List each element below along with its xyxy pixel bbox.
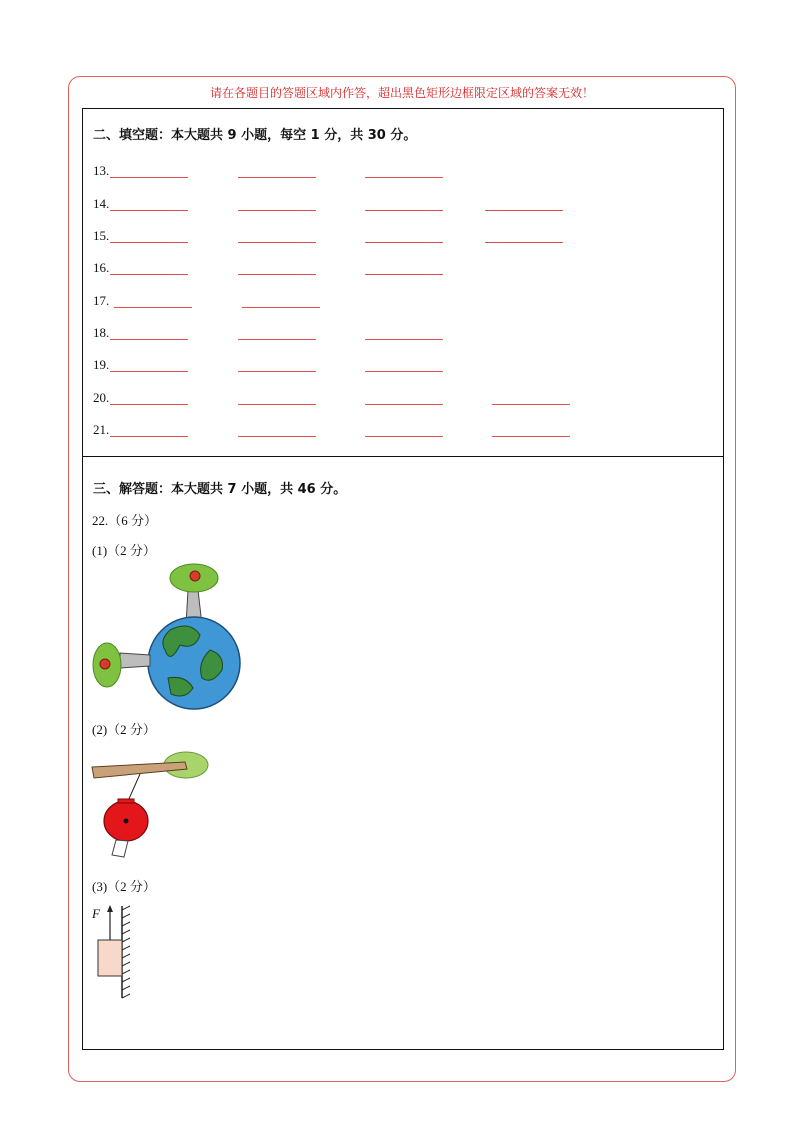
question-number: 18. bbox=[93, 325, 110, 340]
answer-blank[interactable] bbox=[238, 210, 316, 211]
answer-blank[interactable] bbox=[365, 210, 443, 211]
answer-blank[interactable] bbox=[492, 404, 570, 405]
answer-blank[interactable] bbox=[110, 242, 188, 243]
answer-blank[interactable] bbox=[365, 274, 443, 275]
question-number: 13. bbox=[93, 163, 110, 178]
earth-apple-trees-figure[interactable] bbox=[90, 560, 250, 715]
answer-blank[interactable] bbox=[238, 404, 316, 405]
section-divider bbox=[82, 456, 724, 457]
part2-label: (2)（2 分） bbox=[92, 722, 156, 737]
answer-blank[interactable] bbox=[365, 339, 443, 340]
question-number: 21. bbox=[93, 422, 110, 437]
question-number: 19. bbox=[93, 357, 110, 372]
answer-blank[interactable] bbox=[110, 436, 188, 437]
question-number: 20. bbox=[93, 390, 110, 405]
notice-text: 请在各题目的答题区域内作答，超出黑色矩形边框限定区域的答案无效！ bbox=[209, 86, 594, 100]
answer-blank[interactable] bbox=[110, 339, 188, 340]
answer-blank[interactable] bbox=[238, 274, 316, 275]
answer-blank[interactable] bbox=[365, 242, 443, 243]
answer-blank[interactable] bbox=[238, 242, 316, 243]
question-22-label: 22.（6 分） bbox=[92, 513, 158, 528]
question-number: 17. bbox=[93, 293, 110, 308]
answer-blank[interactable] bbox=[114, 307, 192, 308]
question-number: 14. bbox=[93, 196, 110, 211]
answer-blank[interactable] bbox=[485, 242, 563, 243]
answer-blank[interactable] bbox=[365, 436, 443, 437]
answer-blank[interactable] bbox=[485, 210, 563, 211]
answer-blank[interactable] bbox=[238, 436, 316, 437]
section3-title: 三、解答题：本大题共 7 小题，共 46 分。 bbox=[93, 482, 347, 497]
answer-blank[interactable] bbox=[238, 371, 316, 372]
answer-blank[interactable] bbox=[365, 371, 443, 372]
answer-blank[interactable] bbox=[110, 371, 188, 372]
part3-label: (3)（2 分） bbox=[92, 879, 156, 894]
answer-blank[interactable] bbox=[110, 404, 188, 405]
answer-blank[interactable] bbox=[110, 210, 188, 211]
answer-blank[interactable] bbox=[492, 436, 570, 437]
question-number: 16. bbox=[93, 260, 110, 275]
answer-blank[interactable] bbox=[238, 339, 316, 340]
force-label: F bbox=[92, 906, 100, 921]
question-number: 15. bbox=[93, 228, 110, 243]
answer-blank[interactable] bbox=[242, 307, 320, 308]
answer-blank[interactable] bbox=[238, 177, 316, 178]
answer-blank[interactable] bbox=[365, 177, 443, 178]
lantern-branch-figure[interactable] bbox=[90, 745, 215, 865]
answer-blank[interactable] bbox=[365, 404, 443, 405]
part1-label: (1)（2 分） bbox=[92, 543, 156, 558]
answer-blank[interactable] bbox=[110, 177, 188, 178]
answer-blank[interactable] bbox=[110, 274, 188, 275]
section2-title: 二、填空题：本大题共 9 小题，每空 1 分，共 30 分。 bbox=[93, 128, 417, 143]
